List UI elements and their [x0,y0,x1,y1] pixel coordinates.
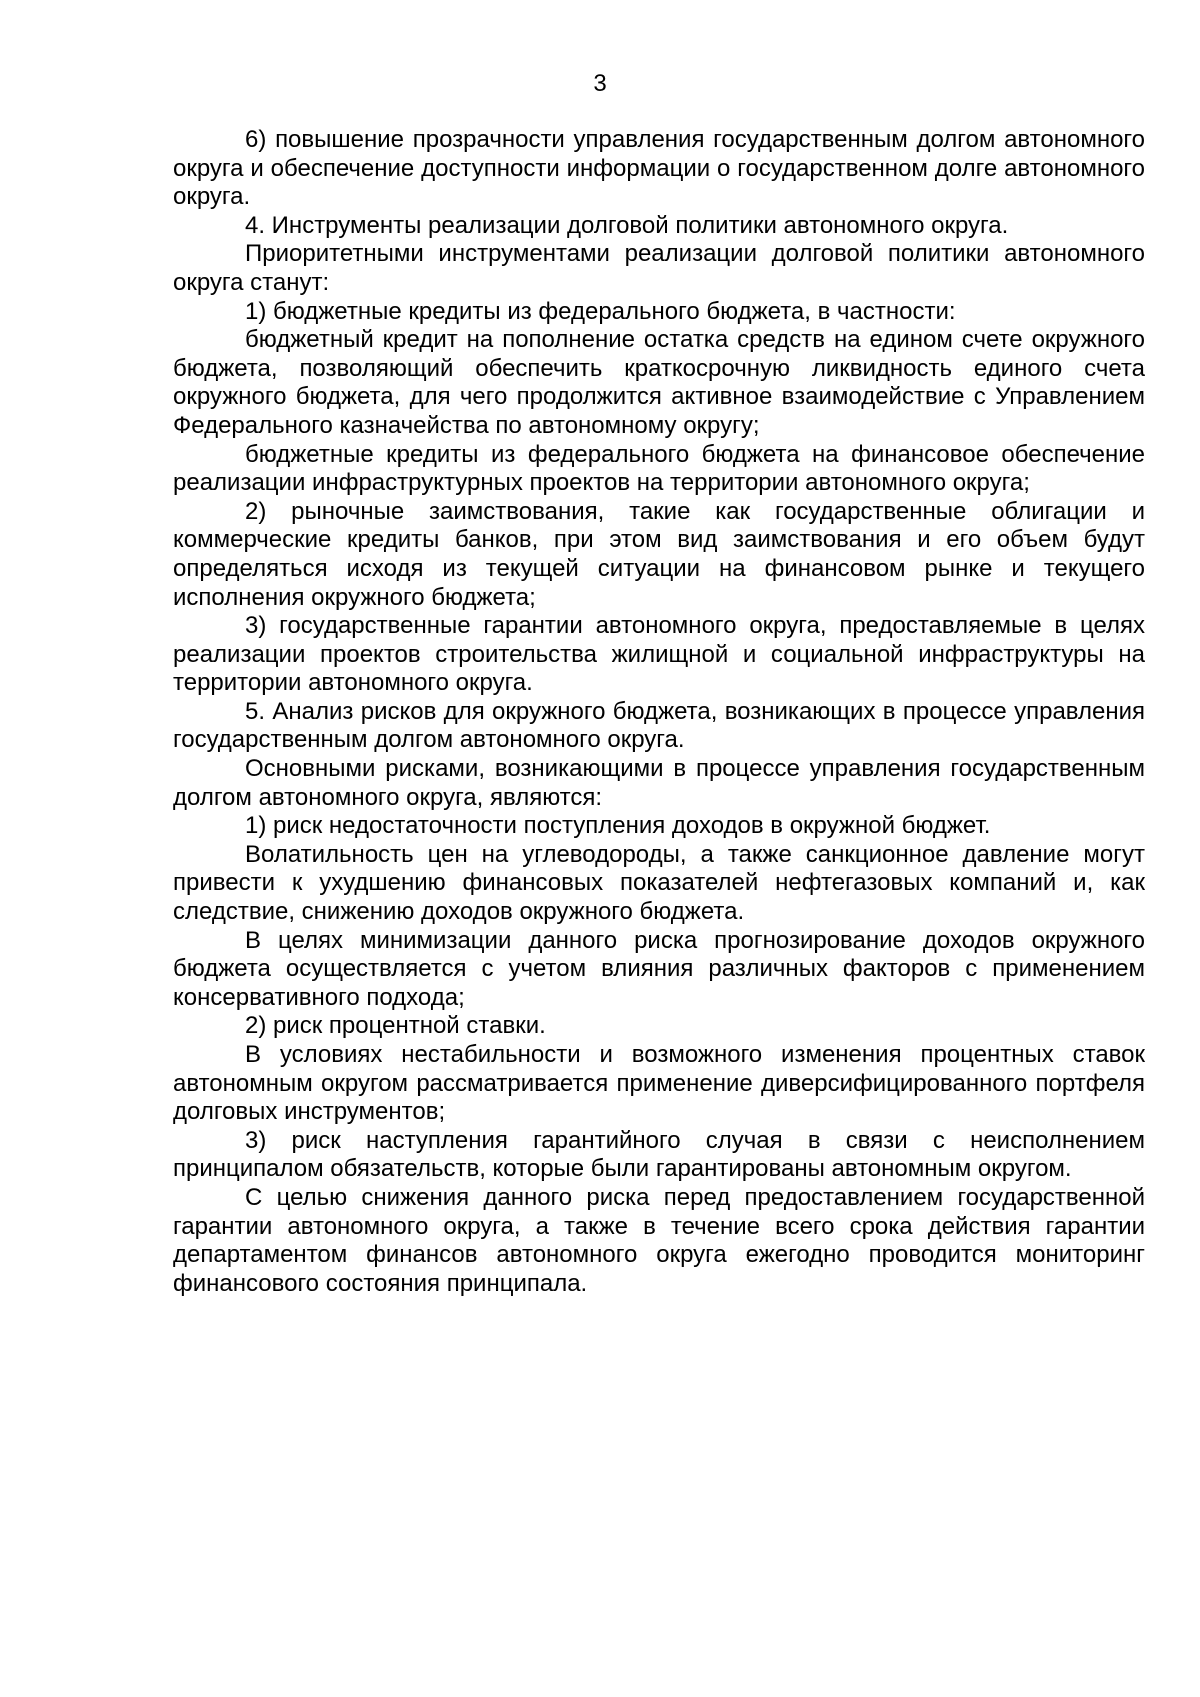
paragraph-interest-rate-risk: 2) риск процентной ставки. [245,1012,546,1040]
document-body [173,126,1145,1298]
paragraph-item-6-transparency: 6) повышение прозрачности управления государственным долгом автономного округа и обеспечение доступности информации о государственном долге автономного округа. [173,126,1145,211]
section-heading-instruments: 4. Инструменты реализации долговой политики автономного округа. [245,211,1009,239]
paragraph-infrastructure-credits: бюджетные кредиты из федерального бюджета на финансовое обеспечение реализации инфраструктурных проектов на территории автономного округа; [173,440,1145,497]
paragraph-volatility: Волатильность цен на углеводороды, а также санкционное давление могут привести к ухудшению финансовых показателей нефтегазовых компаний и, как следствие, снижению доходов окружного бюджета. [173,840,1145,926]
paragraph-main-risks: Основными рисками, возникающими в процессе управления государственным долгом автономного округа, являются: [173,755,1145,811]
paragraph-priority-instruments: Приоритетными инструментами реализации долговой политики автономного округа станут: [173,240,1145,296]
paragraph-diversified-portfolio: В условиях нестабильности и возможного изменения процентных ставок автономным округом рассматривается применение диверсифицированного портфеля долговых инструментов; [173,1041,1145,1126]
section-heading-risk-analysis: 5. Анализ рисков для окружного бюджета, возникающих в процессе управления государственным долгом автономного округа. [173,697,1145,754]
paragraph-single-account-credit: бюджетный кредит на пополнение остатка средств на едином счете окружного бюджета, позволяющий обеспечить краткосрочную ликвидность единого счета окружного бюджета, для чего продолжится активное взаимодействие с Управлением Федерального казначейства по автономному округу; [173,326,1145,439]
paragraph-market-borrowings: 2) рыночные заимствования, такие как государственные облигации и коммерческие кредиты банков, при этом вид заимствования и его объем будут определяться исходя из текущей ситуации на финансовом рынке и текущего исполнения окружного бюджета; [173,497,1145,611]
paragraph-budget-credits: 1) бюджетные кредиты из федерального бюджета, в частности: [245,297,956,325]
paragraph-revenue-risk: 1) риск недостаточности поступления доходов в окружной бюджет. [245,812,991,840]
page-number: 3 [593,70,607,97]
paragraph-monitoring: С целью снижения данного риска перед предоставлением государственной гарантии автономного округа, а также в течение всего срока действия гарантии департаментом финансов автономного округа ежегодно проводится мониторинг финансового состояния принципала. [173,1183,1145,1297]
paragraph-guarantee-risk: 3) риск наступления гарантийного случая в связи с неисполнением принципалом обязательств, которые были гарантированы автономным округом. [173,1126,1145,1183]
paragraph-state-guarantees: 3) государственные гарантии автономного округа, предоставляемые в целях реализации проектов строительства жилищной и социальной инфраструктуры на территории автономного округа. [173,612,1145,697]
paragraph-risk-minimization: В целях минимизации данного риска прогнозирование доходов окружного бюджета осуществляется с учетом влияния различных факторов с применением консервативного подхода; [173,926,1145,1011]
